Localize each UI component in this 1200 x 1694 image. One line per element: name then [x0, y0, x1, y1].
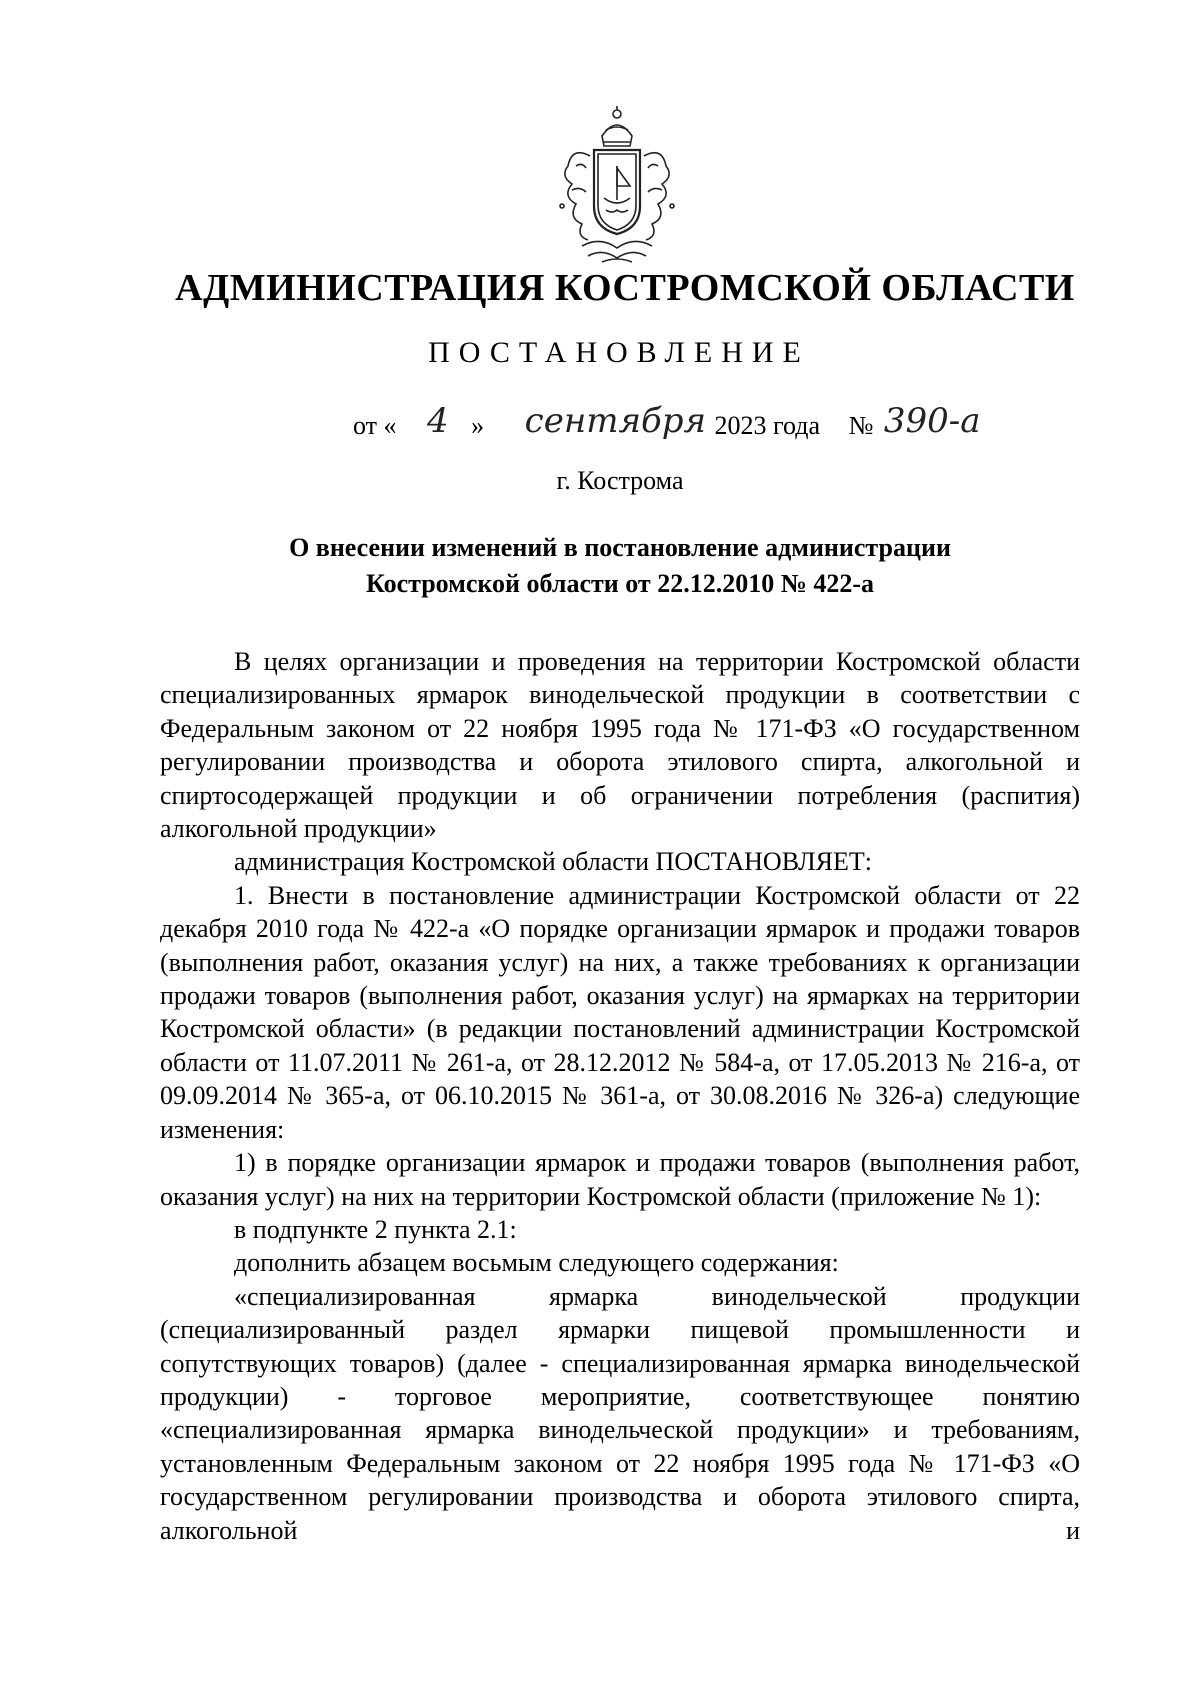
- body-paragraph-4: 1) в порядке организации ярмарок и продажи товаров (выполнения работ, оказания услуг) на них на территории Костромской области (приложение № 1):: [160, 1148, 1080, 1211]
- date-prefix: от «: [353, 411, 397, 440]
- number-prefix: №: [848, 411, 874, 440]
- date-day-close: »: [471, 411, 485, 440]
- body-paragraph-1: В целях организации и проведения на территории Костромской области специализированных ярмарок винодельческой продукции в соответствии с Федеральным законом от 22 ноября 1995 года № 171-ФЗ «О государственном регулировании производства и оборота этилового спирта, алкогольной и спиртосодержащей продукции и об ограничении потребления (распития) алкогольной продукции»: [160, 647, 1080, 844]
- subject-line-2: Костромской области от 22.12.2010 № 422-а: [366, 569, 874, 598]
- document-subject: [0, 530, 1200, 602]
- date-year: 2023 года: [714, 411, 821, 440]
- body-paragraph-2: администрация Костромской области ПОСТАНОВЛЯЕТ:: [234, 847, 873, 877]
- kostroma-coat-of-arms-icon: [542, 106, 692, 268]
- handwritten-month: сентября: [524, 401, 707, 441]
- body-paragraph-6: дополнить абзацем восьмым следующего содержания:: [234, 1248, 839, 1278]
- date-number-line: [353, 403, 981, 443]
- handwritten-day: 4: [427, 401, 449, 441]
- body-paragraph-7: «специализированная ярмарка винодельческой продукции (специализированный раздел ярмарки пищевой промышленности и сопутствующих товаров) (далее - специализированная ярмарка винодельческой продукции) - торговое мероприятие, соответствующее понятию «специализированная ярмарка винодельческой продукции» и требованиям, установленным Федеральным законом от 22 ноября 1995 года № 171-ФЗ «О государственном регулировании производства и оборота этилового спирта, алкогольной и: [160, 1281, 1080, 1545]
- subject-line-1: О внесении изменений в постановление администрации: [289, 533, 951, 562]
- body-paragraph-3: 1. Внести в постановление администрации Костромской области от 22 декабря 2010 года № 422-а «О порядке организации ярмарок и продажи товаров (выполнения работ, оказания услуг) на них, а также требованиях к организации продажи товаров (выполнения работ, оказания услуг) на ярмарках на территории Костромской области» (в редакции постановлений администрации Костромской области от 11.07.2011 № 261-а, от 28.12.2012 № 584-а, от 17.05.2013 № 216-а, от 09.09.2014 № 365-а, от 06.10.2015 № 361-а, от 30.08.2016 № 326-а) следующие изменения:: [160, 880, 1080, 1144]
- body-paragraph-5: в подпункте 2 пункта 2.1:: [234, 1214, 517, 1244]
- document-type: ПОСТАНОВЛЕНИЕ: [428, 336, 810, 369]
- document-body: [160, 645, 1080, 1547]
- city-name: г. Кострома: [556, 466, 684, 495]
- handwritten-number: 390-а: [883, 401, 981, 441]
- organization-title: АДМИНИСТРАЦИЯ КОСТРОМСКОЙ ОБЛАСТИ: [175, 267, 1075, 309]
